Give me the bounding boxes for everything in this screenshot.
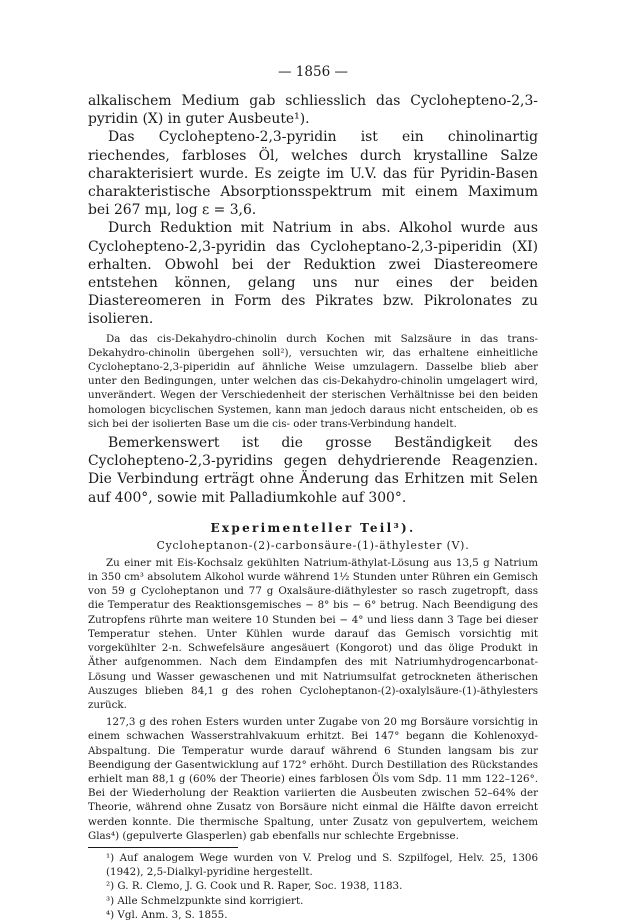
footnotes [88, 851, 538, 922]
body-paragraph-3: Durch Reduktion mit Natrium in abs. Alkohol wurde aus Cyclohepteno-2,3-pyridin das Cycloheptano-2,3-piperidin (XI) erhalten. Obwohl bei der Reduktion zwei Diastereomere entstehen können, gelang uns nur eines der beiden Diastereomeren in Form des Pikrates bzw. Pikrolonates zu isolieren. [88, 220, 538, 328]
body-paragraph-4: Bemerkenswert ist die grosse Beständigkeit des Cyclohepteno-2,3-pyridins gegen dehydrierende Reagenzien. Die Verbindung erträgt ohne Änderung das Erhitzen mit Selen auf 400°, sowie mit Palladiumkohle auf 300°. [88, 435, 538, 506]
compound-subheading: Cycloheptanon-(2)-carbonsäure-(1)-äthylester (V). [156, 538, 470, 552]
footnote-rule [88, 847, 238, 848]
body-paragraph-1: alkalischem Medium gab schliesslich das Cyclohepteno-2,3-pyridin (X) in guter Ausbeute¹). [88, 93, 538, 128]
experimental-paragraph-1: Zu einer mit Eis-Kochsalz gekühlten Natrium-äthylat-Lösung aus 13,5 g Natrium in 350 cm³ absolutem Alkohol wurde während 1½ Stunden unter Rühren ein Gemisch von 59 g Cycloheptanon und 77 g Oxalsäure-diäthylester so rasch zugetropft, dass die Temperatur des Reaktionsgemisches − 8° bis − 6° betrug. Nach Beendigung des Zutropfens rührte man weitere 10 Stunden bei − 4° und liess dann 3 Tage bei dieser Temperatur stehen. Unter Kühlen wurde darauf das Gemisch vorsichtig mit vorgekühlter 2-n. Schwefelsäure angesäuert (Kongorot) und das ölige Produkt in Äther aufgenommen. Nach dem Eindampfen des mit Natriumhydrogencarbonat-Lösung und Wasser gewaschenen und mit Natriumsulfat getrockneten ätherischen Auszuges blieben 84,1 g des rohen Cycloheptanon-(2)-oxalylsäure-(1)-äthylesters zurück. [88, 556, 538, 711]
document-page [88, 64, 538, 922]
small-print-paragraph: Da das cis-Dekahydro-chinolin durch Kochen mit Salzsäure in das trans-Dekahydro-chinolin übergehen soll²), versuchten wir, das erhaltene einheitliche Cycloheptano-2,3-piperidin auf ähnliche Weise umzulagern. Dasselbe blieb aber unter den Bedingungen, unter welchen das cis-Dekahydro-chinolin umgelagert wird, unverändert. Wegen der Verschiedenheit der sterischen Verhältnisse bei den beiden homologen bicyclischen Systemen, kann man jedoch daraus nicht entscheiden, ob es sich bei der isolierten Base um die cis- oder trans-Verbindung handelt. [88, 332, 538, 430]
body-paragraph-2: Das Cyclohepteno-2,3-pyridin ist ein chinolinartig riechendes, farbloses Öl, welches durch krystalline Salze charakterisiert wurde. Es zeigte im U.V. das für Pyridin-Basen charakteristische Absorptionsspektrum mit einem Maximum bei 267 mμ, log ε = 3,6. [88, 129, 538, 219]
experimental-paragraph-2: 127,3 g des rohen Esters wurden unter Zugabe von 20 mg Borsäure vorsichtig in einem schwachen Wasserstrahlvakuum erhitzt. Bei 147° begann die Kohlenoxyd-Abspaltung. Die Temperatur wurde darauf während 6 Stunden langsam bis zur Beendigung der Gasentwicklung auf 172° erhöht. Durch Destillation des Rückstandes erhielt man 88,1 g (60% der Theorie) eines farblosen Öls vom Sdp. 11 mm 122–126°. Bei der Wiederholung der Reaktion variierten die Ausbeuten zwischen 52–64% der Theorie, während ohne Zusatz von Borsäure nicht einmal die Hälfte davon erreicht werden konnte. Die thermische Spaltung, unter Zusatz von gepulvertem, weichem Glas⁴) (gepulverte Glasperlen) gab ebenfalls nur schlechte Ergebnisse. [88, 716, 538, 842]
footnote-2: ²) G. R. Clemo, J. G. Cook und R. Raper, Soc. 1938, 1183. [106, 880, 403, 893]
section-title: Experimenteller Teil³). [210, 520, 416, 535]
footnote-4: ⁴) Vgl. Anm. 3, S. 1855. [106, 908, 228, 921]
footnote-1: ¹) Auf analogem Wege wurden von V. Prelog und S. Szpilfogel, Helv. 25, 1306 (1942), 2,5-Dialkyl-pyridine hergestellt. [106, 851, 538, 879]
page-number: — 1856 — [278, 64, 348, 80]
footnote-3: ³) Alle Schmelzpunkte sind korrigiert. [106, 894, 304, 907]
